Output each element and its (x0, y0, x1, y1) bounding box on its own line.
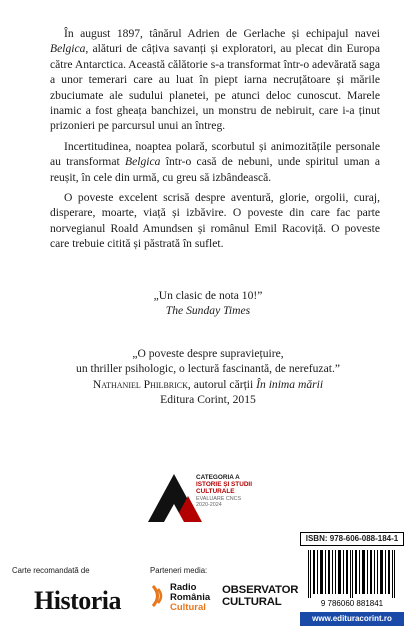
observator-line-1: OBSERVATOR (222, 584, 299, 596)
ship-name: Belgica (50, 42, 86, 56)
radio-line-1: Radio (170, 582, 197, 593)
quote-text: „Un clasic de nota 10!” (153, 289, 263, 302)
badge-domain-1: ISTORIE ȘI STUDII (196, 481, 252, 489)
quote-book-title: În inima mării (256, 377, 324, 391)
badge-category: CATEGORIA A (196, 474, 240, 481)
badge-domain-2: CULTURALE (196, 488, 235, 496)
blurb-paragraph-1 (50, 26, 380, 134)
badge-years: 2020-2024 (196, 501, 222, 508)
barcode-digits: 9 786060 881841 (320, 599, 384, 608)
historia-logo: Historia (34, 586, 121, 615)
ship-name: Belgica (125, 155, 161, 169)
blurb-paragraph-3: O poveste excelent scrisă despre aventură, glorie, orgolii, curaj, disperare, moarte, viață și izbăvire. O poveste din care fac parte norvegianul Roald Amundsen și românul Emil Racoviță. O poveste care trebuie citită și păstrată în suflet. (50, 191, 380, 251)
recommended-label: Carte recomandată de (12, 566, 90, 575)
quote-attribution (40, 377, 376, 392)
radio-romania-cultural-logo (150, 580, 212, 618)
isbn-label: ISBN: 978-606-088-184-1 (300, 532, 404, 546)
radio-line-3: Cultural (170, 602, 206, 613)
blurb-paragraph-2 (50, 139, 380, 185)
blurb-p2-text-a: Incertitudinea, noaptea polară, scorbutul și animozitățile personale au transformat (50, 139, 380, 169)
back-cover-blurb (50, 26, 380, 257)
publisher-url: www.edituracorint.ro (300, 612, 404, 626)
radio-waves-icon (150, 584, 170, 608)
badge-evaluation: EVALUARE CNCS (196, 495, 242, 502)
review-quote-2 (40, 346, 376, 408)
observator-line-2: CULTURAL (222, 596, 282, 608)
quote-source: The Sunday Times (165, 304, 251, 318)
radio-text (170, 583, 210, 613)
badge-text (196, 474, 252, 508)
isbn-block (300, 532, 404, 630)
media-partners-label: Parteneri media: (150, 566, 208, 575)
quote-author: Nathaniel Philbrick (92, 377, 188, 391)
blurb-p1-text-b: , alături de câțiva savanți și exploratori, au plecat din Europa către Antarctica. Această călătorie s-a transformat într-o adevărată saga a unor temerari care au luat în piept iarna necruțătoare și mările zbuciumate ale sudului planetei, pe atunci deloc cunoscut. Marele inamic a fost gheața banchizei, un monstru de nebiruit, care i-a ținut prizonieri pe parcursul unui an întreg. (50, 42, 380, 133)
quote-author-suffix: , autorul cărții (187, 377, 257, 391)
barcode (300, 548, 404, 608)
quote-publisher: Editura Corint, 2015 (160, 393, 256, 407)
review-quote-1 (40, 288, 376, 319)
quote-line-2: un thriller psihologic, o lectură fascinantă, de nerefuzat.” (76, 362, 340, 376)
blurb-p1-text-a: În august 1897, tânărul Adrien de Gerlache și echipajul navei (64, 27, 380, 40)
observator-cultural-logo (222, 584, 298, 608)
radio-line-2: România (170, 592, 211, 603)
blurb-p2-text-b: într-o casă de nebuni, unde spiritul uman a reușit, în cele din urmă, cu greu să izbândească. (50, 155, 380, 184)
quote-line-1: „O poveste despre supraviețuire, (132, 347, 284, 360)
